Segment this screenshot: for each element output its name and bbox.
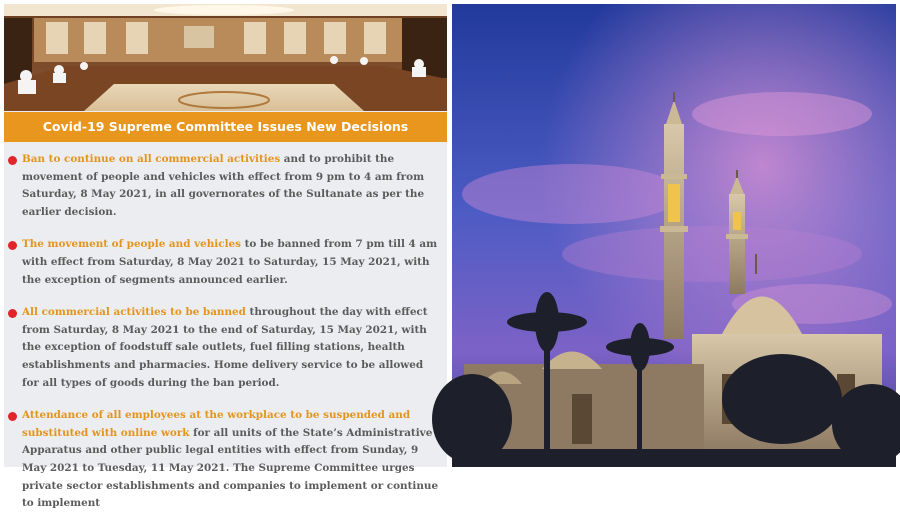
decision-highlight: Ban to continue on all commercial activities — [22, 153, 281, 165]
bullet-dot-icon — [8, 412, 17, 421]
meeting-room-photo — [4, 4, 447, 111]
decision-text: throughout the day with effect from Saturday, 8 May 2021 to the end of Saturday, 15 May 2021, with the exception of foodstuff sale outlets, fuel filling stations, health establishments and pharmacies. Home delivery service to be allowed for all types of goods during the ban period. — [22, 306, 428, 389]
meeting-room-illustration — [4, 4, 447, 111]
decision-list — [12, 151, 442, 528]
bullet-dot-icon — [8, 156, 17, 165]
announcement-panel — [4, 4, 447, 510]
decision-item — [12, 304, 442, 392]
decision-item — [12, 407, 442, 513]
mosque-photo — [452, 4, 896, 467]
decision-item — [12, 236, 442, 289]
decision-highlight: The movement of people and vehicles — [22, 238, 241, 251]
bullet-dot-icon — [8, 241, 17, 250]
decision-highlight: All commercial activities to be banned — [22, 306, 246, 319]
mosque-dusk-illustration — [452, 4, 896, 467]
headline-banner: Covid-19 Supreme Committee Issues New Decisions — [4, 112, 447, 142]
decision-highlight: Attendance of all employees at the workplace to be suspended and substituted with online work — [22, 409, 411, 439]
decision-text: and to prohibit the movement of people and vehicles with effect from 9 pm to 4 am from Saturday, 8 May 2021, in all governorates of the Sultanate as per the earlier decision. — [22, 153, 425, 218]
decision-item — [12, 151, 442, 221]
minaret-tower — [729, 194, 745, 294]
bullet-dot-icon — [8, 309, 17, 318]
decision-text: to be banned from 7 pm till 4 am with effect from Saturday, 8 May 2021 to Saturday, 15 May 2021, with the exception of segments announced earlier. — [22, 238, 438, 286]
decision-text: for all units of the State’s Administrative Apparatus and other public legal entities with effect from Sunday, 9 May 2021 to Tuesday, 11 May 2021. The Supreme Committee urges private sector establishments and companies to implement or continue to implement — [22, 426, 439, 510]
